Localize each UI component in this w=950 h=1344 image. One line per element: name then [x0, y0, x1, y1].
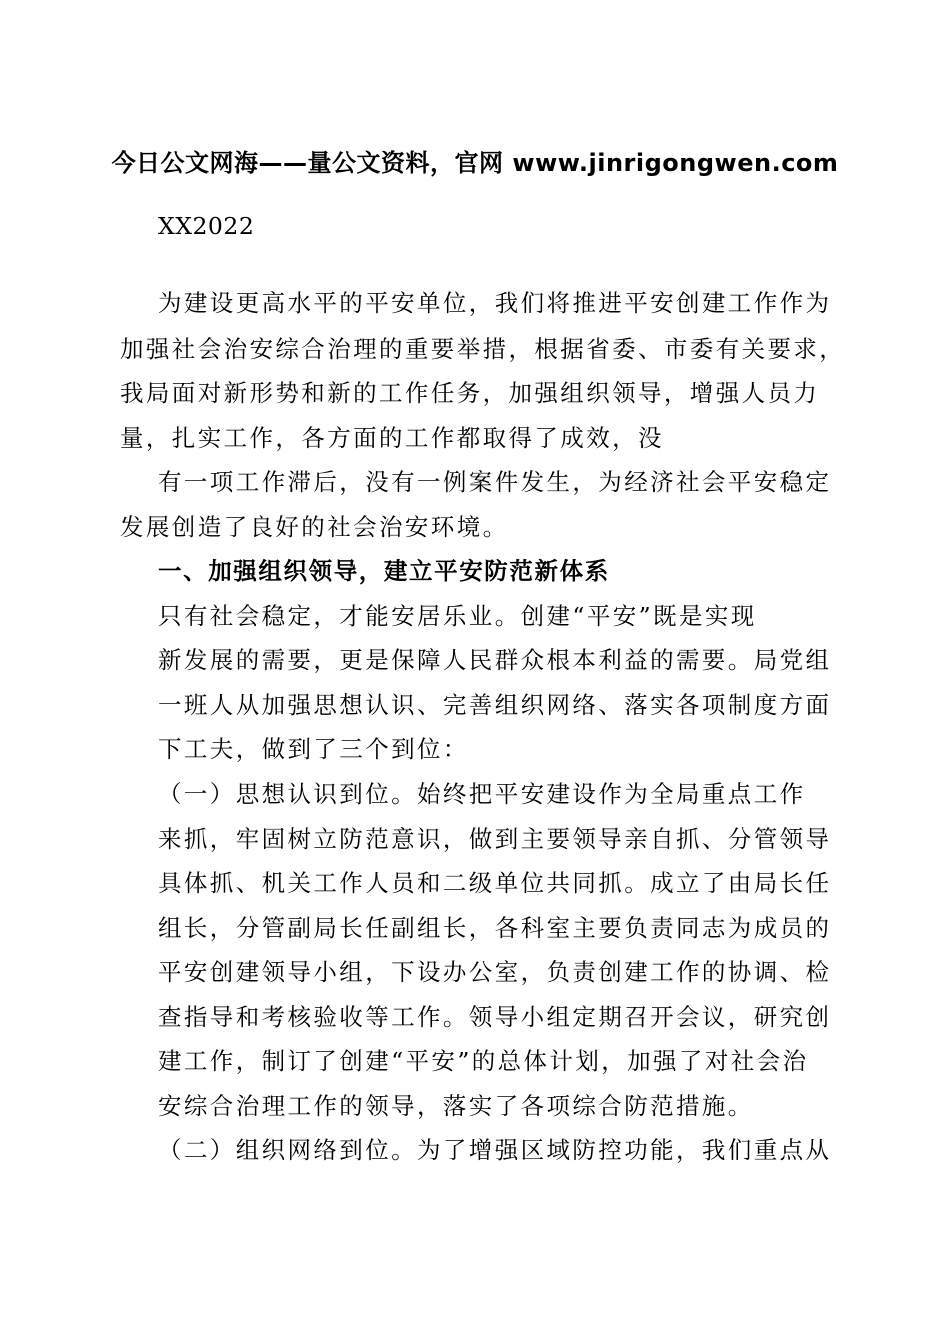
- paragraph-line: 我局面对新形势和新的工作任务，加强组织领导，增强人员力: [120, 379, 820, 407]
- paragraph-line: 来抓，牢固树立防范意识，做到主要领导亲自抓、分管领导: [158, 825, 832, 853]
- paragraph-line: 安综合治理工作的领导，落实了各项综合防范措施。: [158, 1092, 754, 1120]
- paragraph-line: 为建设更高水平的平安单位，我们将推进平安创建工作作为: [158, 289, 832, 317]
- paragraph-line: 新发展的需要，更是保障人民群众根本利益的需要。局党组: [158, 646, 832, 674]
- document-date: XX2022: [158, 212, 255, 240]
- paragraph-line: 平安创建领导小组，下设办公室，负责创建工作的协调、检: [158, 958, 832, 986]
- paragraph-line: 查指导和考核验收等工作。领导小组定期召开会议，研究创: [158, 1003, 832, 1031]
- paragraph-line: 建工作，制订了创建“平安”的总体计划，加强了对社会治: [158, 1047, 809, 1075]
- paragraph-line: 量，扎实工作，各方面的工作都取得了成效，没: [120, 424, 664, 452]
- subsection-heading: （二）组织网络到位。为了增强区域防控功能，我们重点从: [158, 1136, 832, 1164]
- section-heading: 一、加强组织领导，建立平安防范新体系: [158, 557, 610, 585]
- paragraph-line: 具体抓、机关工作人员和二级单位共同抓。成立了由局长任: [158, 869, 832, 897]
- subsection-heading: （一）思想认识到位。始终把平安建设作为全局重点工作: [158, 780, 806, 808]
- paragraph-line: 下工夫，做到了三个到位：: [158, 735, 469, 763]
- paragraph-line: 有一项工作滞后，没有一例案件发生，为经济社会平安稳定: [158, 468, 832, 496]
- paragraph-line: 一班人从加强思想认识、完善组织网络、落实各项制度方面: [158, 691, 832, 719]
- paragraph-line: 发展创造了良好的社会治安环境。: [120, 513, 509, 541]
- document-header: 今日公文网海——量公文资料，官网 www.jinrigongwen.com: [111, 149, 839, 177]
- paragraph-line: 加强社会治安综合治理的重要举措，根据省委、市委有关要求，: [120, 335, 846, 363]
- paragraph-line: 组长，分管副局长任副组长，各科室主要负责同志为成员的: [158, 914, 832, 942]
- paragraph-line: 只有社会稳定，才能安居乐业。创建“平安”既是实现: [158, 602, 757, 630]
